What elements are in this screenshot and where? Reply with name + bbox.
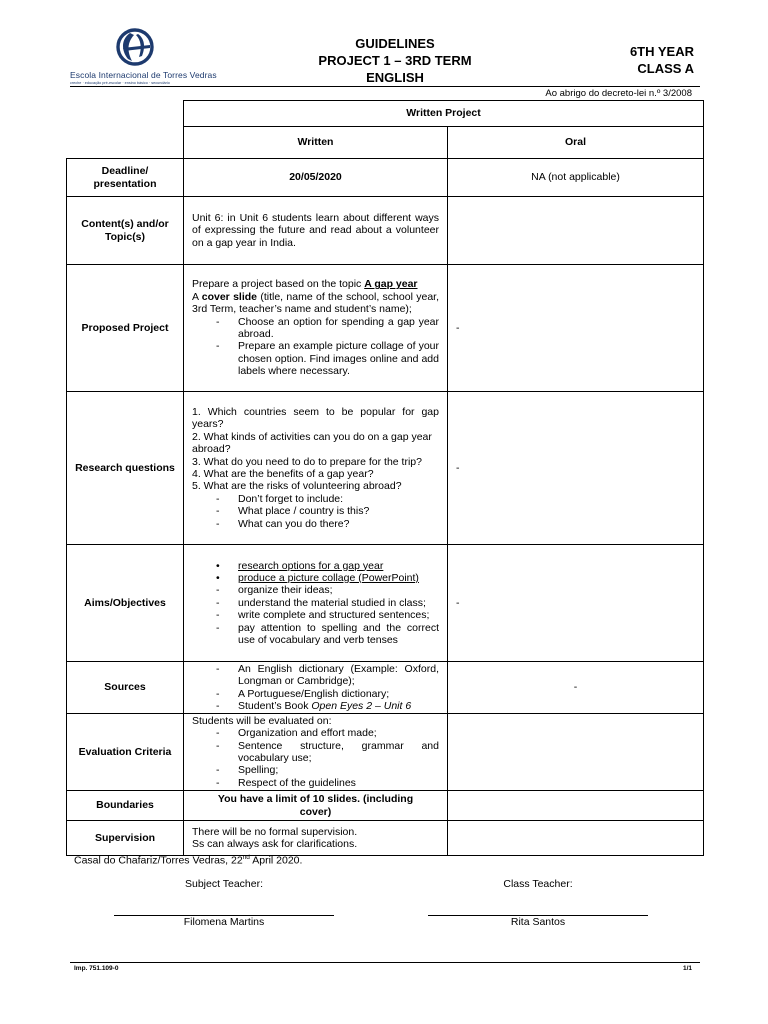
boundaries-oral [448,791,704,821]
school-subtitle: creche · educação pré-escolar · ensino básico · secundário [70,81,170,85]
evaluation-oral [448,714,704,791]
row-boundaries [67,791,704,821]
research-q4: 4. What are the benefits of a gap year? [192,468,374,480]
list-item: - What can you do there? [216,517,350,530]
row-label-evaluation: Evaluation Criteria [67,714,184,791]
aims-oral: - [448,545,704,662]
proposed-cover: A cover slide (title, name of the school, school year, 3rd Term, teacher’s name and student’s name); [192,290,439,316]
boundaries-written: You have a limit of 10 slides. (including cover) [184,791,448,821]
row-label-sources: Sources [67,662,184,714]
document-title [290,35,500,86]
deadline-oral: NA (not applicable) [448,159,704,197]
contents-written: Unit 6: in Unit 6 students learn about different ways of expressing the future and read about a volunteer on a gap year in India. [184,197,448,265]
class-info [560,43,694,77]
footer-divider [70,962,700,963]
supervision-line-1: There will be no formal supervision. [192,825,358,838]
page-number: 1/1 [682,965,692,972]
supervision-written [184,821,448,856]
class-label: CLASS A [637,61,694,76]
row-deadline [67,159,704,197]
row-label-boundaries: Boundaries [67,791,184,821]
row-aims [67,545,704,662]
sources-written [184,662,448,714]
list-item: - Student’s Book Open Eyes 2 – Unit 6 [216,699,412,712]
research-q1: 1. Which countries seem to be popular for gap years? [192,405,439,431]
aims-list [192,560,439,647]
list-item: - Sentence structure, grammar and vocabulary use; [216,739,439,764]
row-research [67,392,704,545]
project-table [66,100,704,856]
research-q2: 2. What kinds of activities can you do on a gap year [192,430,432,443]
title-line-3: ENGLISH [366,70,424,85]
table-title-row [67,101,704,127]
evaluation-intro: Students will be evaluated on: [192,714,332,727]
supervision-oral [448,821,704,856]
research-written [184,392,448,545]
proposed-written [184,265,448,392]
contents-oral [448,197,704,265]
list-item: - pay attention to spelling and the correct use of vocabulary and verb tenses [216,621,439,647]
row-sources [67,662,704,714]
evaluation-list [192,727,439,789]
row-label-deadline: Deadline/ presentation [67,159,184,197]
subject-teacher-name: Filomena Martins [183,916,265,928]
school-name: Escola Internacional de Torres Vedras [70,70,217,80]
title-line-2: PROJECT 1 – 3RD TERM [318,53,472,68]
place-date: Casal do Chafariz/Torres Vedras, 22nd April 2020. [74,854,303,867]
evaluation-written [184,714,448,791]
research-q2-cont: abroad? [192,443,231,456]
row-evaluation [67,714,704,791]
decree-note: Ao abrigo do decreto-lei n.º 3/2008 [545,88,692,99]
title-line-1: GUIDELINES [355,36,435,51]
list-item: - Don’t forget to include: [216,492,344,505]
aims-written [184,545,448,662]
class-teacher-label: Class Teacher: [503,878,573,890]
column-oral: Oral [448,127,704,159]
list-item: • produce a picture collage (PowerPoint) [216,571,419,584]
sources-oral: - [448,662,704,714]
list-item: - Spelling; [216,764,279,777]
list-item: - Respect of the guidelines [216,776,356,789]
list-item: - write complete and structured sentences; [216,609,430,622]
proposed-list [192,316,439,378]
list-item: - organize their ideas; [216,584,333,597]
list-item: • research options for a gap year [216,559,384,572]
list-item: - Prepare an example picture collage of your chosen option. Find images online and add labels where necessary. [216,340,439,378]
proposed-intro: Prepare a project based on the topic A gap year [192,278,418,291]
class-teacher-name: Rita Santos [510,916,566,928]
research-q3: 3. What do you need to do to prepare for the trip? [192,455,422,468]
column-header-row [67,127,704,159]
deadline-written: 20/05/2020 [184,159,448,197]
research-q5: 5. What are the risks of volunteering abroad? [192,480,402,493]
row-label-contents: Content(s) and/or Topic(s) [67,197,184,265]
proposed-topic: A gap year [364,278,418,291]
header-divider [70,86,700,87]
subject-teacher-label: Subject Teacher: [184,878,264,890]
supervision-line-2: Ss can always ask for clarifications. [192,838,358,850]
list-item: - understand the material studied in class; [216,596,426,609]
row-label-proposed: Proposed Project [67,265,184,392]
list-item: - An English dictionary (Example: Oxford, Longman or Cambridge); [216,662,439,688]
list-item: - A Portuguese/English dictionary; [216,687,390,700]
research-oral: - [448,392,704,545]
row-supervision [67,821,704,856]
year-label: 6TH YEAR [629,44,694,59]
column-written: Written [184,127,448,159]
list-item: - Organization and effort made; [216,727,377,740]
list-item: - What place / country is this? [216,505,370,518]
sources-list [192,663,439,713]
form-code: Imp. 751.109-0 [74,965,119,972]
row-label-aims: Aims/Objectives [67,545,184,662]
proposed-oral: - [448,265,704,392]
row-label-supervision: Supervision [67,821,184,856]
row-label-research: Research questions [67,392,184,545]
table-title: Written Project [184,101,704,127]
row-contents [67,197,704,265]
row-proposed [67,265,704,392]
research-list [192,493,439,530]
list-item: - Choose an option for spending a gap year abroad. [216,315,439,340]
